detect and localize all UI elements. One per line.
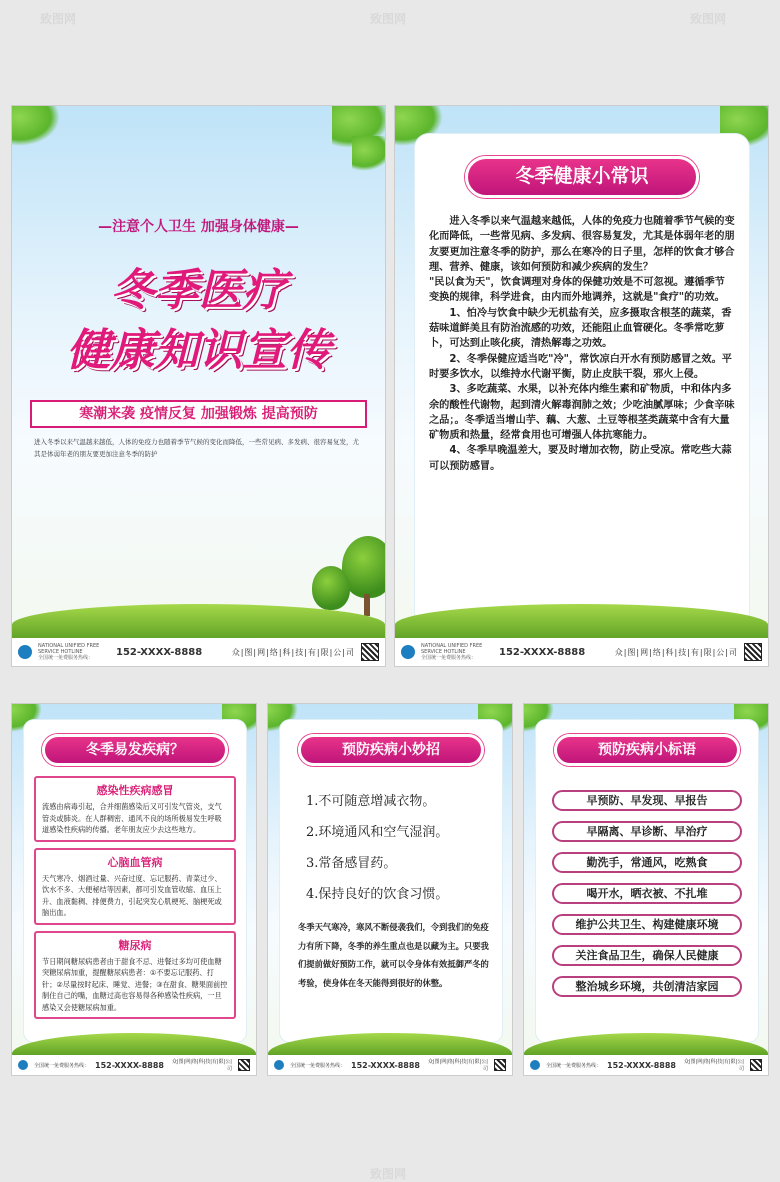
tip-item: 3.常备感冒药。	[306, 856, 397, 871]
logo-icon	[18, 1060, 28, 1070]
company-name: 众|图|网|络|科|技|有|限|公|司	[427, 1059, 488, 1072]
hotline-phone: 152-XXXX-8888	[116, 646, 203, 658]
company-name: 众|图|网|络|科|技|有|限|公|司	[614, 647, 738, 657]
article-paragraph: "民以食为天"，饮食调理对身体的保健功效是不可忽视。遵循季节变换的规律，科学进食，由内而外地调养，这就是"食疗"的功效。	[429, 277, 725, 304]
tip-item: 2.环境通风和空气湿润。	[306, 825, 449, 840]
card-title: 预防疾病小妙招	[298, 734, 484, 766]
content-card	[536, 720, 758, 1042]
grass-hill	[12, 604, 385, 642]
card-title: 预防疾病小标语	[554, 734, 740, 766]
logo-icon	[401, 645, 415, 659]
watermark: 致图网	[370, 12, 407, 26]
poster-4	[267, 703, 513, 1076]
hotline-label: 全国统一免费服务热线：	[290, 1062, 346, 1069]
poster-title-line2: 健康知识宣传	[66, 325, 331, 376]
hotline-phone: 152-XXXX-8888	[351, 1060, 420, 1070]
disease-box	[34, 776, 236, 842]
disease-text: 流感由病毒引起，合并细菌感染后又可引发气管炎，支气管炎或肺炎。在人群稠密、通风不良的场所极易发生呼吸道感染性疾病的传播。老年朋友应少去这些地方。	[42, 802, 222, 834]
article-paragraph: 进入冬季以来气温越来越低，人体的免疫力也随着季节气候的变化而降低，一些常见病、多发病、很容易复发，尤其是体弱年老的朋友要更加注意冬季的防护，那么在寒冷的日子里，怎样的饮食才够合理、营养、健康，该如何预防和减少疾病的发生？	[429, 216, 735, 273]
slogan-item: 早预防、早发现、早报告	[552, 790, 742, 811]
poster-footer	[524, 1055, 768, 1075]
poster-title-line1: 冬季医疗	[110, 265, 287, 316]
poster-footer	[12, 638, 385, 666]
disease-text: 节日期间糖尿病患者由于甜食不忌、进餐过多均可使血糖突糖尿病加重，提醒糖尿病患者：①不要忘记服药、打针；②尽量按时起床、睡觉、进餐；③在甜食、糖果面前控制住自己的嘴，血糖过高也容易得各种感染性疾病，一旦感染又会使糖尿病加重。	[42, 956, 228, 1012]
slogan-list	[536, 790, 758, 1007]
tips-body: 冬季天气寒冷，寒风不断侵袭我们，令到我们的免疫力有所下降，冬季的养生重点也是以藏为主。只要我们提前做好预防工作，就可以令身体有效抵御严冬的考验，使身体在冬天能得到很好的休整。	[298, 922, 489, 988]
company-name: 众|图|网|络|科|技|有|限|公|司	[171, 1059, 232, 1072]
article-body	[429, 214, 735, 474]
hotline-phone: 152-XXXX-8888	[95, 1060, 164, 1070]
article-paragraph: 4、冬季早晚温差大，要及时增加衣物，防止受凉。常吃些大蒜可以预防感冒。	[429, 445, 732, 472]
slogan-item: 整治城乡环境，共创清洁家园	[552, 976, 742, 997]
article-paragraph: 1、怕冷与饮食中缺少无机盐有关，应多摄取含根茎的蔬菜，香菇味道鲜美且有防治流感的功效，还能阻止血管硬化。冬季常吃萝卜，可达到止咳化痰，清热解毒之功效。	[429, 307, 732, 350]
poster-footer	[395, 638, 768, 666]
tip-item: 1.不可随意增减衣物。	[306, 794, 436, 809]
disease-heading: 糖尿病	[118, 938, 152, 952]
disease-heading: 感染性疾病感冒	[96, 784, 174, 797]
poster-5	[523, 703, 769, 1076]
hotline-phone: 152-XXXX-8888	[499, 646, 586, 658]
poster-3	[11, 703, 257, 1076]
grass-hill	[395, 604, 768, 642]
logo-icon	[530, 1060, 540, 1070]
disease-text: 天气寒冷、烟酒过量、兴奋过度、忘记服药、青菜过少、饮水不多、大便秘结等因素，都可引发血管收缩、血压上升、血液黏稠、排便费力，引起突发心肌梗死、脑梗死或脑出血。	[42, 873, 222, 917]
poster-1	[11, 105, 386, 667]
disease-box	[34, 931, 236, 1020]
logo-icon	[274, 1060, 284, 1070]
tip-item: 4.保持良好的饮食习惯。	[306, 887, 449, 902]
logo-icon	[18, 645, 32, 659]
slogan-item: 维护公共卫生、构建健康环境	[552, 914, 742, 935]
slogan-item: 早隔离、早诊断、早治疗	[552, 821, 742, 842]
tips-list	[306, 786, 492, 910]
qr-code-icon	[361, 643, 379, 661]
slogan-item: 关注食品卫生，确保人民健康	[552, 945, 742, 966]
company-name: 众|图|网|络|科|技|有|限|公|司	[683, 1059, 744, 1072]
hotline-phone: 152-XXXX-8888	[607, 1060, 676, 1070]
poster-intro: 进入冬季以来气温越来越低，人体的免疫力也随着季节气候的变化而降低，一些常见病、多发病、很容易复发，尤其是体弱年老的朋友要更加注意冬季的防护	[34, 438, 359, 458]
article-paragraph: 3、多吃蔬菜、水果，以补充体内维生素和矿物质，中和体内多余的酸性代谢物，起到清火解毒润肺之效；少吃油腻厚味；少食辛味之品；。冬季适当增山芋、藕、大葱、土豆等根茎类蔬菜中含有大量矿物质和热量，经常食用也可增强人体抗寒能力。	[429, 384, 735, 442]
slogan-item: 勤洗手，常通风，吃熟食	[552, 852, 742, 873]
disease-list	[34, 776, 236, 1025]
poster-subtitle: —注意个人卫生 加强身体健康—	[98, 219, 299, 235]
poster-footer	[268, 1055, 512, 1075]
qr-code-icon	[744, 643, 762, 661]
poster-2	[394, 105, 769, 667]
leaf-decoration	[352, 136, 386, 171]
article-paragraph: 2、冬季保健应适当吃"冷"，常饮凉白开水有预防感冒之效。平时要多饮水，以维持水代谢平衡，防止皮肤干裂，邪火上侵。	[429, 353, 732, 380]
hotline-label: 全国统一免费服务热线：	[546, 1062, 602, 1069]
watermark: 致图网	[40, 12, 77, 26]
qr-code-icon	[238, 1059, 250, 1071]
tree-icon	[312, 566, 350, 610]
content-card	[280, 720, 502, 1042]
watermark: 致图网	[370, 1167, 407, 1181]
disease-box	[34, 848, 236, 925]
poster-footer	[12, 1055, 256, 1075]
company-name: 众|图|网|络|科|技|有|限|公|司	[231, 647, 355, 657]
leaf-decoration	[11, 105, 60, 146]
watermark: 致图网	[690, 12, 727, 26]
card-title: 冬季健康小常识	[465, 156, 699, 198]
tree-trunk	[364, 594, 370, 616]
slogan-item: 喝开水，晒衣被、不扎堆	[552, 883, 742, 904]
content-card	[415, 134, 749, 626]
poster-banner: 寒潮来袭 疫情反复 加强锻炼 提高预防	[30, 400, 367, 428]
disease-heading: 心脑血管病	[107, 855, 163, 869]
qr-code-icon	[494, 1059, 506, 1071]
hotline-label: NATIONAL UNIFIED FREE SERVICE HOTLINE 全国统一免费服务热线：	[38, 643, 100, 661]
hotline-label: 全国统一免费服务热线：	[34, 1062, 90, 1069]
hotline-label: NATIONAL UNIFIED FREE SERVICE HOTLINE 全国统一免费服务热线：	[421, 643, 483, 661]
card-title: 冬季易发疾病？	[42, 734, 228, 766]
qr-code-icon	[750, 1059, 762, 1071]
content-card	[24, 720, 246, 1042]
